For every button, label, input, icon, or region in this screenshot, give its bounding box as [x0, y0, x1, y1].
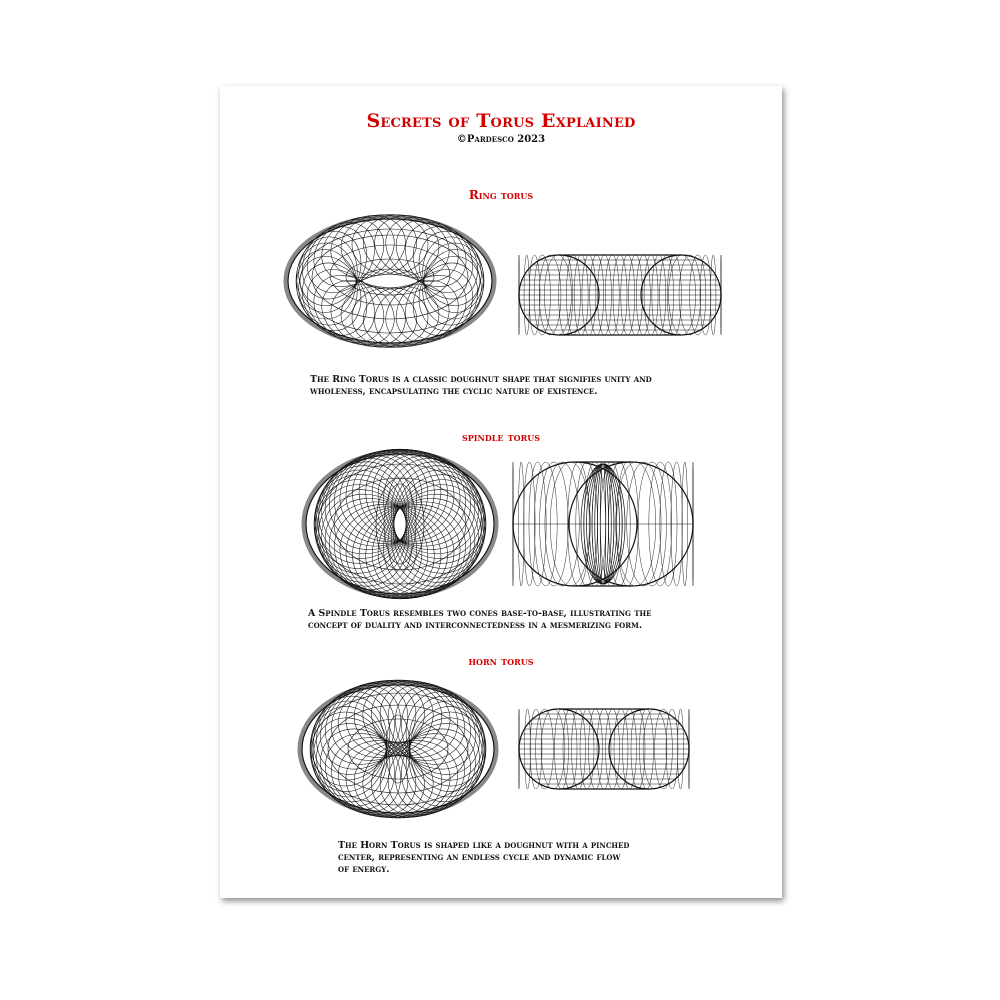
torus-mesh: [286, 204, 494, 357]
torus-parallel: [328, 705, 468, 793]
torus-parallel: [386, 715, 410, 783]
ring-torus-side-illustration: [518, 252, 722, 338]
torus-halo: [304, 452, 496, 596]
copyright-line: ©Pardesco 2023: [456, 134, 546, 145]
spindle-torus-side-illustration: [512, 460, 694, 588]
heading-horn-torus: horn torus: [468, 654, 534, 668]
torus-side-mesh: [519, 709, 690, 789]
spindle-torus-description: [308, 608, 651, 632]
spindle-torus-perspective-illustration: [304, 452, 496, 596]
torus-parallel: [348, 719, 448, 779]
ring-torus-description-line: The Ring Torus is a classic doughnut shape that signifies unity and: [310, 374, 652, 385]
torus-halo: [300, 683, 496, 815]
torus-parallel: [312, 693, 484, 805]
spindle-torus-description-line: concept of duality and interconnectedness in a mesmerizing form.: [308, 620, 643, 631]
torus-parallel: [300, 229, 480, 333]
horn-torus-description-line: of energy.: [338, 864, 390, 875]
horn-torus-side-illustration: [518, 708, 690, 790]
ring-torus-perspective-illustration: [286, 216, 494, 346]
poster-title: Secrets of Torus Explained: [366, 110, 636, 132]
spindle-torus-description-line: A Spindle Torus resembles two cones base-to-base, illustrating the: [308, 608, 652, 619]
horn-torus-description: [338, 840, 629, 876]
torus-parallel: [346, 259, 434, 295]
horn-torus-description-line: center, representing an endless cycle and dynamic flow: [338, 852, 621, 863]
torus-parallel: [318, 464, 482, 584]
torus-side-mesh: [513, 462, 694, 586]
poster-sheet: [220, 86, 782, 898]
ring-torus-description: [310, 374, 652, 398]
torus-parallel: [362, 269, 418, 289]
torus-halo: [286, 217, 494, 345]
torus-mesh: [298, 665, 498, 833]
torus-parallel: [334, 478, 466, 570]
heading-spindle-torus: spindle torus: [461, 430, 540, 444]
horn-torus-description-line: The Horn Torus is shaped like a doughnut with a pinched: [338, 840, 630, 851]
torus-side-mesh: [519, 255, 722, 335]
torus-parallel: [312, 235, 468, 319]
heading-ring-torus: Ring torus: [468, 188, 534, 202]
horn-torus-perspective-illustration: [300, 682, 496, 816]
torus-mesh: [299, 432, 502, 617]
ring-torus-description-line: wholeness, encapsulating the cyclic nature of existence.: [310, 386, 598, 397]
